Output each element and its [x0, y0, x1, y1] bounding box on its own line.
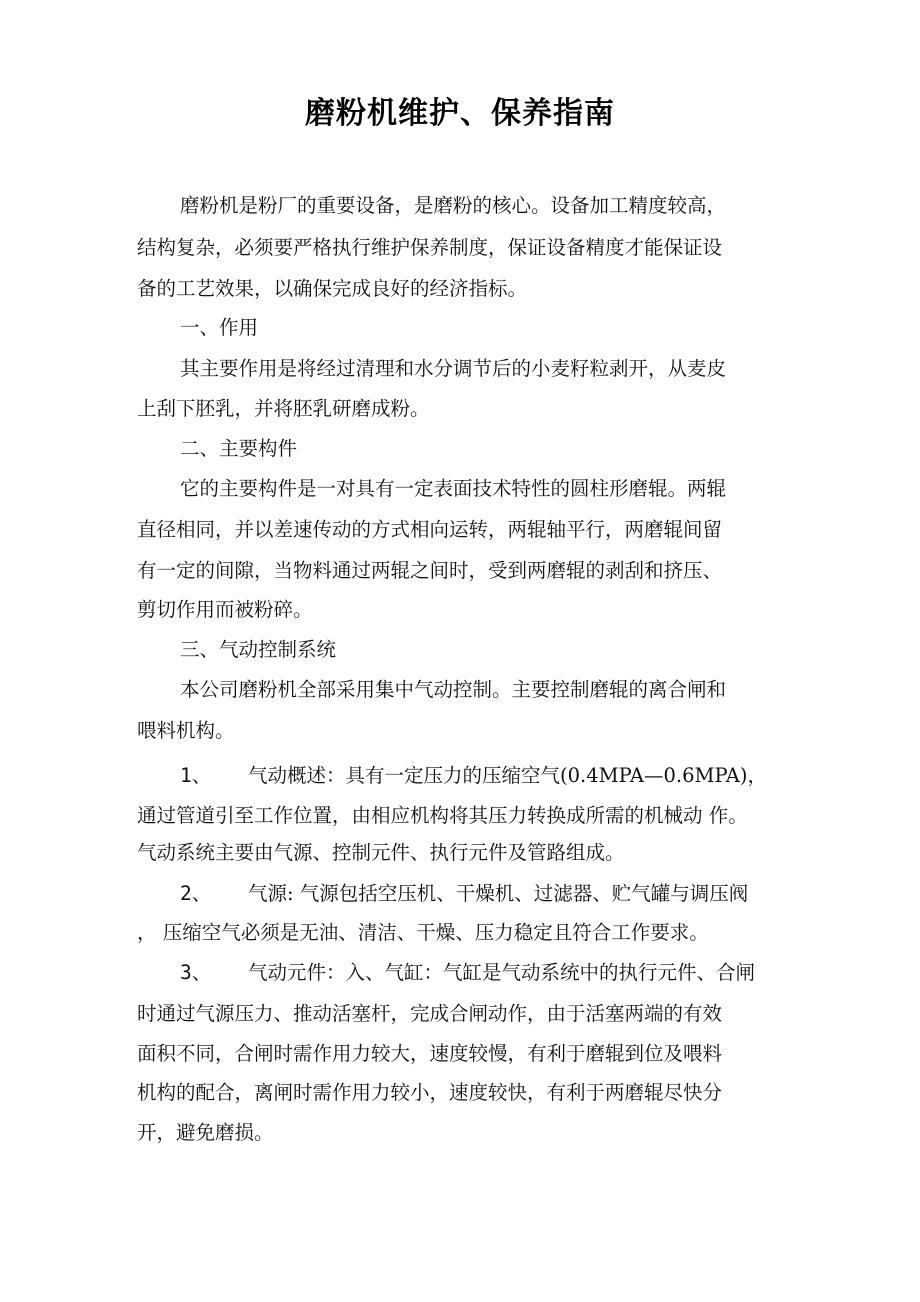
list-item-2-line-2: ， 压缩空气必须是无油、清洁、干燥、压力稳定且符合工作要求。: [137, 921, 709, 944]
paragraph-function-line-2: 上刮下胚乳，并将胚乳研磨成粉。: [137, 397, 430, 420]
list-item-3-number: 3、: [180, 961, 212, 984]
paragraph-components-line-4: 剪切作用而被粉碎。: [137, 598, 313, 621]
section-heading-pneumatic: 三、气动控制系统: [180, 638, 337, 661]
paragraph-intro-line-3: 备的工艺效果，以确保完成良好的经济指标。: [137, 277, 528, 300]
list-item-2-number: 2、: [180, 882, 212, 905]
paragraph-components-line-1: 它的主要构件是一对具有一定表面技术特性的圆柱形磨辊。两辊: [180, 477, 727, 500]
list-item-3-line-4: 机构的配合，离闸时需作用力较小，速度较快，有利于两磨辊尽快分: [137, 1081, 723, 1104]
list-item-1-text: 气动概述：具有一定压力的压缩空气(0.4MPA—0.6MPA)，: [248, 764, 767, 787]
paragraph-intro-line-1: 磨粉机是粉厂的重要设备，是磨粉的核心。设备加工精度较高，: [180, 194, 727, 217]
paragraph-pneumatic-line-1: 本公司磨粉机全部采用集中气动控制。主要控制磨辊的离合闸和: [180, 678, 727, 701]
list-item-3-line-3: 面积不同，合闸时需作用力较大，速度较慢，有利于磨辊到位及喂料: [137, 1042, 723, 1065]
list-item-1-line-3: 气动系统主要由气源、控制元件、执行元件及管路组成。: [137, 841, 625, 864]
section-heading-function: 一、作用: [180, 316, 259, 339]
list-item-3-line-2: 时通过气源压力、推动活塞杆，完成合闸动作，由于活塞两端的有效: [137, 1002, 723, 1025]
paragraph-components-line-3: 有一定的间隙，当物料通过两辊之间时，受到两磨辊的剥刮和挤压、: [137, 559, 723, 582]
list-item-2-first-line: [180, 882, 850, 906]
paragraph-components-line-2: 直径相同，并以差速传动的方式相向运转，两辊轴平行，两磨辊间留: [137, 518, 723, 541]
list-item-1-number: 1、: [180, 764, 212, 787]
paragraph-intro-line-2: 结构复杂，必须要严格执行维护保养制度，保证设备精度才能保证设: [137, 236, 723, 259]
list-item-3-text: 气动元件：入、气缸：气缸是气动系统中的执行元件、合闸: [248, 961, 756, 984]
paragraph-pneumatic-line-2: 喂料机构。: [137, 719, 235, 742]
document-title: 磨粉机维护、保养指南: [305, 96, 615, 131]
list-item-2-text: 气源: 气源包括空压机、干燥机、过滤器、贮气罐与调压阀: [248, 882, 749, 905]
list-item-1-line-2: 通过管道引至工作位置，由相应机构将其压力转换成所需的机械动 作。: [137, 804, 748, 827]
list-item-3-line-5: 开，避免磨损。: [137, 1121, 274, 1144]
list-item-3-first-line: [180, 961, 850, 985]
list-item-1-first-line: [180, 764, 850, 788]
paragraph-function-line-1: 其主要作用是将经过清理和水分调节后的小麦籽粒剥开，从麦皮: [180, 357, 727, 380]
section-heading-components: 二、主要构件: [180, 437, 298, 460]
